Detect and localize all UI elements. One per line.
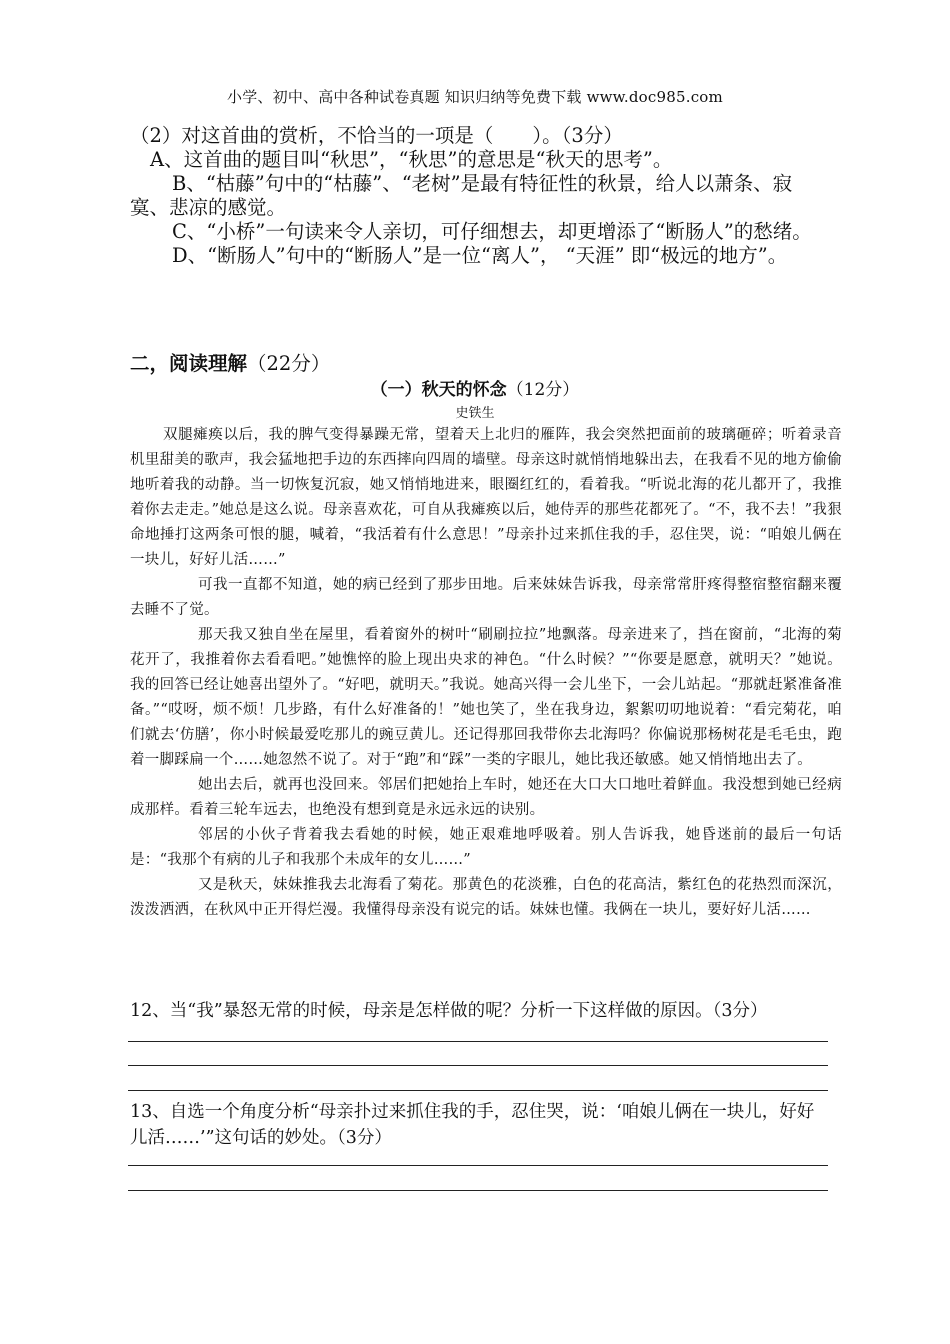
- question-13: [130, 1099, 830, 1151]
- passage-heading: [0, 375, 950, 400]
- passage-paragraph: 邻居的小伙子背着我去看她的时候，她正艰难地呼吸着。别人告诉我，她昏迷前的最后一句话是：“我那个有病的儿子和我那个未成年的女儿……”: [130, 827, 842, 868]
- passage-paragraph: 可我一直都不知道，她的病已经到了那步田地。后来妹妹告诉我，母亲常常肝疼得整宿整宿翻来覆去睡不了觉。: [130, 577, 842, 618]
- passage-author: 史铁生: [455, 406, 495, 421]
- option-d: D、“断肠人”句中的“断肠人”是一位“离人”， “天涯” 即“极远的地方”。: [172, 244, 788, 267]
- option-c: C、“小桥”一句读来令人亲切，可仔细想去，却更增添了“断肠人”的愁绪。: [172, 220, 812, 243]
- answer-line: [128, 1041, 828, 1042]
- question-2: [130, 124, 830, 268]
- question-12-text: 12、当“我”暴怒无常的时候，母亲是怎样做的呢？分析一下这样做的原因。（3分）: [130, 1001, 768, 1021]
- answer-line: [128, 1065, 828, 1066]
- answer-line: [128, 1090, 828, 1091]
- section-score: （22分）: [247, 352, 331, 375]
- question-2-stem: （2）对这首曲的赏析，不恰当的一项是（ ）。（3分）: [130, 124, 623, 147]
- question-12: [130, 998, 830, 1024]
- passage-score: （12分）: [506, 380, 580, 400]
- section-heading: [130, 348, 330, 376]
- passage-title: （一）秋天的怀念: [370, 380, 507, 400]
- passage-paragraph: 她出去后，就再也没回来。邻居们把她抬上车时，她还在大口大口地吐着鲜血。我没想到她已经病成那样。看着三轮车远去，也绝没有想到竟是永远永远的诀别。: [130, 777, 842, 818]
- question-13-text: 13、自选一个角度分析“母亲扑过来抓住我的手，忍住哭，说：‘咱娘儿俩在一块儿，好好儿活……’”这句话的妙处。（3分）: [130, 1102, 815, 1148]
- answer-line: [128, 1165, 828, 1166]
- option-a: A、这首曲的题目叫“秋思”，“秋思”的意思是“秋天的思考”。: [150, 148, 673, 171]
- page-header: 小学、初中、高中各种试卷真题 知识归纳等免费下载 www.doc985.com: [227, 88, 723, 106]
- answer-line: [128, 1190, 828, 1191]
- passage-paragraph: 双腿瘫痪以后，我的脾气变得暴躁无常，望着天上北归的雁阵，我会突然把面前的玻璃砸碎；听着录音机里甜美的歌声，我会猛地把手边的东西摔向四周的墙壁。母亲这时就悄悄地躲出去，在我看不见的地方偷偷地听着我的动静。当一切恢复沉寂，她又悄悄地进来，眼圈红红的，看着我。“听说北海的花儿都开了，我推着你去走走。”她总是这么说。母亲喜欢花，可自从我瘫痪以后，她侍弄的那些花都死了。“不，我不去！”我狠命地捶打这两条可恨的腿，喊着，“我活着有什么意思！”母亲扑过来抓住我的手，忍住哭，说：“咱娘儿俩在一块儿，好好儿活……”: [130, 427, 842, 568]
- passage-body: [130, 423, 842, 923]
- option-b: B、“枯藤”句中的“枯藤”、“老树”是最有特征性的秋景，给人以萧条、寂寞、悲凉的感觉。: [130, 172, 793, 219]
- passage-paragraph: 又是秋天，妹妹推我去北海看了菊花。那黄色的花淡雅，白色的花高洁，紫红色的花热烈而深沉，泼泼洒洒，在秋风中正开得烂漫。我懂得母亲没有说完的话。妹妹也懂。我俩在一块儿，要好好儿活……: [130, 877, 842, 918]
- passage-paragraph: 那天我又独自坐在屋里，看着窗外的树叶“刷刷拉拉”地飘落。母亲进来了，挡在窗前，“北海的菊花开了，我推着你去看看吧。”她憔悴的脸上现出央求的神色。“什么时候？”“你要是愿意，就明天？”她说。我的回答已经让她喜出望外了。“好吧，就明天。”我说。她高兴得一会儿坐下，一会儿站起。“那就赶紧准备准备。”“哎呀，烦不烦！几步路，有什么好准备的！”她也笑了，坐在我身边，絮絮叨叨地说着：“看完菊花，咱们就去‘仿膳’，你小时候最爱吃那儿的豌豆黄儿。还记得那回我带你去北海吗？你偏说那杨树花是毛毛虫，跑着一脚踩扁一个……她忽然不说了。对于“跑”和“踩”一类的字眼儿，她比我还敏感。她又悄悄地出去了。: [130, 627, 842, 768]
- section-title: 二，阅读理解: [130, 352, 248, 375]
